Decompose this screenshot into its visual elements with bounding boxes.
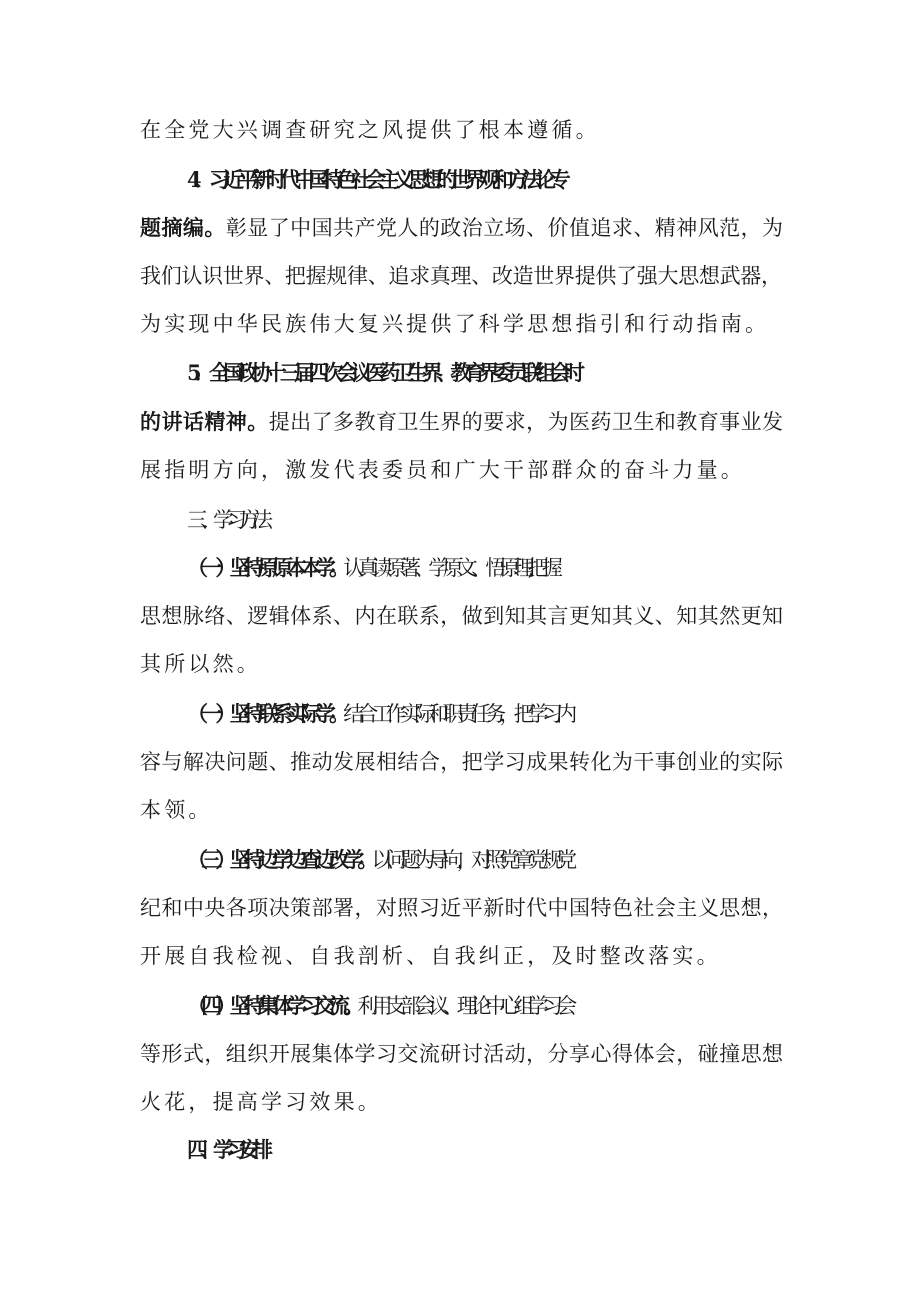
body-text: 展指明方向，激发代表委员和广大干部群众的奋斗力量。 bbox=[140, 458, 745, 482]
paragraph-line bbox=[140, 456, 785, 484]
method-4-line bbox=[187, 992, 832, 1020]
paragraph-line bbox=[140, 894, 785, 922]
method-3-title: （三）坚持边学边查边改学。 bbox=[187, 847, 372, 872]
body-text: 在全党大兴调查研究之风提供了根本遵循。 bbox=[140, 118, 600, 142]
paragraph-line bbox=[140, 310, 785, 338]
paragraph-line bbox=[140, 650, 785, 678]
body-text: 其所以然。 bbox=[140, 652, 261, 676]
paragraph-line bbox=[140, 116, 785, 144]
method-4-title: （四）坚持集体学习交流。 bbox=[187, 993, 358, 1018]
body-text: 开展自我检视、自我剖析、自我纠正，及时整改落实。 bbox=[140, 944, 721, 968]
body-text: 思想脉络、逻辑体系、内在联系，做到知其言更知其义、知其然更知 bbox=[140, 604, 784, 628]
section-title: 四、学习安排 bbox=[187, 1137, 265, 1162]
method-2-line bbox=[187, 700, 832, 728]
paragraph-line bbox=[140, 602, 785, 630]
body-text: 认真读原著、学原文、悟原理,把握 bbox=[343, 556, 557, 580]
paragraph-line bbox=[140, 1040, 785, 1068]
body-text: 容与解决问题、推动发展相结合，把学习成果转化为干事创业的实际 bbox=[140, 750, 784, 774]
method-2-title: （一）坚持联系实际学。 bbox=[187, 701, 344, 726]
body-text: 本领。 bbox=[140, 798, 213, 822]
body-text: 结合工作实际和职责任务，把学习内 bbox=[343, 702, 571, 726]
body-text: 以问题为导向，对照党章党规党 bbox=[371, 848, 571, 872]
item-4-title-line bbox=[187, 166, 832, 194]
paragraph-line bbox=[140, 942, 785, 970]
item-5-title: 5．全国政协十三届四次会议医药卫生界、教育界委员联组会时 bbox=[187, 360, 579, 385]
paragraph-line bbox=[140, 1088, 785, 1116]
item-4-title: 4．习近平新时代中国特色社会主义思想的世界观和方法论专 bbox=[187, 167, 565, 192]
paragraph-line bbox=[140, 796, 785, 824]
body-text: 我们认识世界、把握规律、追求真理、改造世界提供了强大思想武器， bbox=[140, 264, 782, 288]
body-text: 彰显了中国共产党人的政治立场、价值追求、精神风范，为 bbox=[225, 216, 784, 240]
body-text: 火花，提高学习效果。 bbox=[140, 1090, 382, 1114]
item-5-title-end: 的讲话精神。 bbox=[140, 409, 269, 434]
body-text: 等形式，组织开展集体学习交流研讨活动，分享心得体会，碰撞思想 bbox=[140, 1042, 784, 1066]
item-5-title-line bbox=[187, 359, 832, 387]
section-3-heading bbox=[187, 506, 832, 534]
paragraph-line bbox=[140, 408, 785, 436]
paragraph-line bbox=[140, 748, 785, 776]
paragraph-line bbox=[140, 262, 785, 290]
body-text: 为实现中华民族伟大复兴提供了科学思想指引和行动指南。 bbox=[140, 312, 770, 336]
body-text: 提出了多教育卫生界的要求，为医药卫生和教育事业发 bbox=[268, 410, 784, 434]
body-text: 纪和中央各项决策部署，对照习近平新时代中国特色社会主义思想， bbox=[140, 896, 784, 920]
section-title: 三、学习方法 bbox=[187, 508, 265, 532]
method-1-line bbox=[187, 554, 832, 582]
method-3-line bbox=[187, 846, 832, 874]
body-text: 利用支部会议、理论中心组学习会 bbox=[357, 994, 571, 1018]
method-1-title: （一）坚持原原本本学。 bbox=[187, 555, 344, 580]
paragraph-line bbox=[140, 214, 785, 242]
section-4-heading bbox=[187, 1136, 832, 1164]
item-4-title-end: 题摘编。 bbox=[140, 215, 226, 240]
